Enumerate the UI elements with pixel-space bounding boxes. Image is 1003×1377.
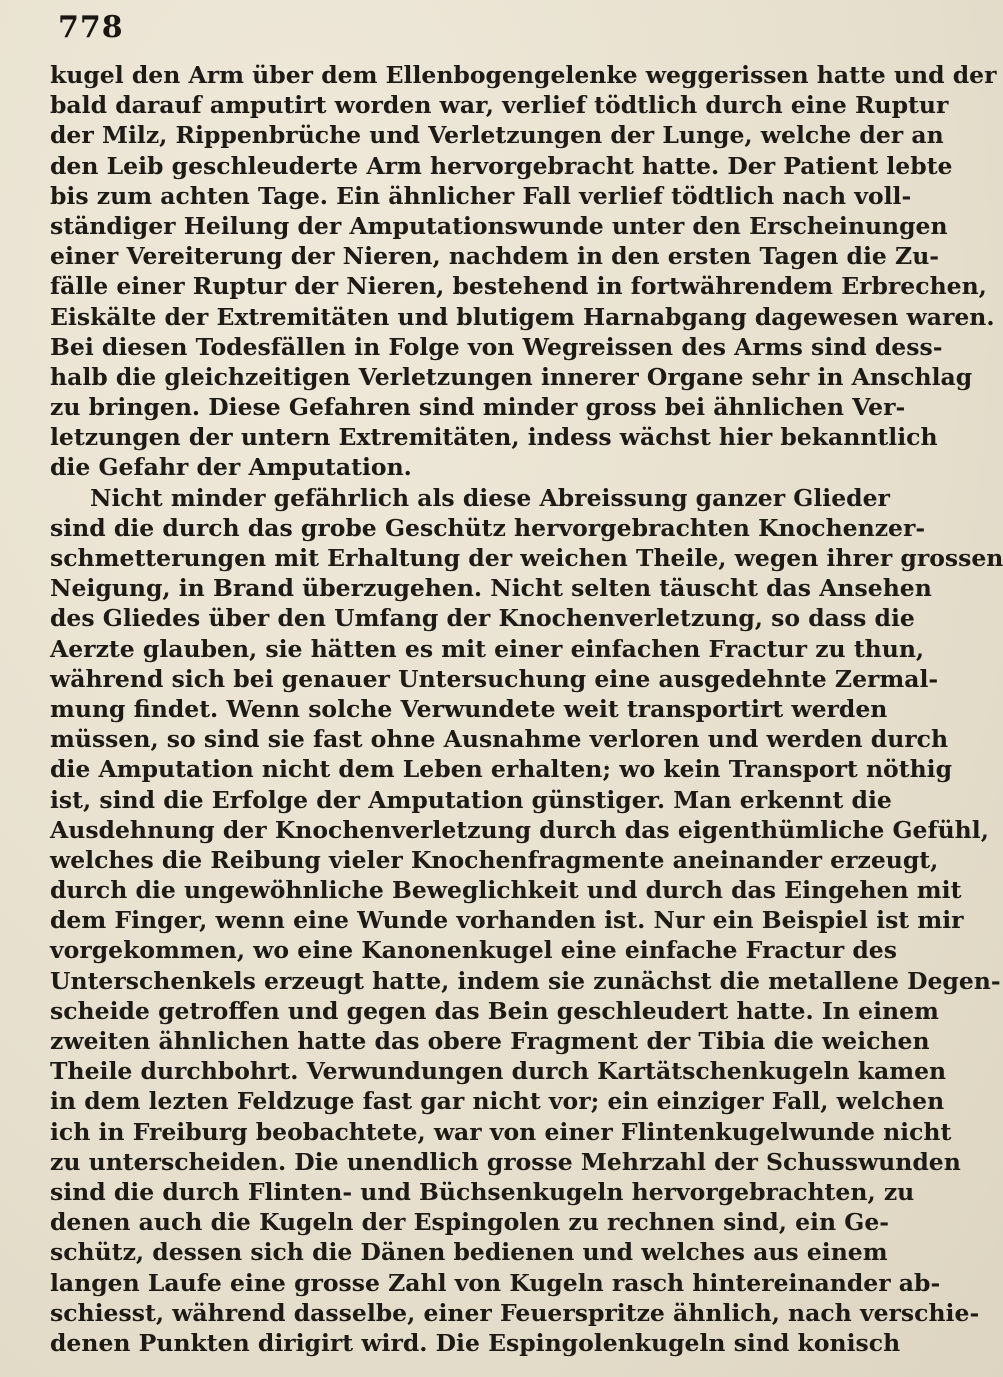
text-line: des Gliedes über den Umfang der Knochenverletzung, so dass die <box>50 604 915 633</box>
text-line: zweiten ähnlichen hatte das obere Fragment der Tibia die weichen <box>50 1027 930 1055</box>
text-line: zu unterscheiden. Die unendlich grosse Mehrzahl der Schusswunden <box>50 1147 961 1176</box>
text-line: während sich bei genauer Untersuchung eine ausgedehnte Zermal- <box>50 664 939 693</box>
text-line: Neigung, in Brand überzugehen. Nicht selten täuscht das Ansehen <box>50 574 932 603</box>
text-line: denen Punkten dirigirt wird. Die Espingolenkugeln sind konisch <box>50 1328 901 1357</box>
text-line: Theile durchbohrt. Verwundungen durch Kartätschenkugeln kamen <box>50 1057 947 1086</box>
text-line: letzungen der untern Extremitäten, indess wächst hier bekanntlich <box>50 423 938 452</box>
body-text <box>50 60 1003 1358</box>
text-line: zu bringen. Diese Gefahren sind minder gross bei ähnlichen Ver- <box>50 393 906 422</box>
text-line: kugel den Arm über dem Ellenbogengelenke weggerissen hatte und der <box>50 61 997 89</box>
text-line: ich in Freiburg beobachtete, war von einer Flintenkugelwunde nicht <box>50 1117 952 1146</box>
text-line: vorgekommen, wo eine Kanonenkugel eine einfache Fractur des <box>50 936 897 965</box>
text-line: in dem lezten Feldzuge fast gar nicht vor; ein einziger Fall, welchen <box>50 1087 945 1116</box>
text-line: einer Vereiterung der Nieren, nachdem in den ersten Tagen die Zu- <box>50 242 940 271</box>
text-line: müssen, so sind sie fast ohne Ausnahme verloren und werden durch <box>50 725 949 754</box>
text-line: halb die gleichzeitigen Verletzungen innerer Organe sehr in Anschlag <box>50 362 973 391</box>
text-line: bis zum achten Tage. Ein ähnlicher Fall verlief tödtlich nach voll- <box>50 181 912 210</box>
text-line: durch die ungewöhnliche Beweglichkeit und durch das Eingehen mit <box>50 876 962 905</box>
text-line: schiesst, während dasselbe, einer Feuerspritze ähnlich, nach verschie- <box>50 1298 980 1327</box>
text-line: ist, sind die Erfolge der Amputation günstiger. Man erkennt die <box>50 785 892 814</box>
paragraph-start-line: Nicht minder gefährlich als diese Abreissung ganzer Glieder <box>90 483 890 512</box>
text-line: Ausdehnung der Knochenverletzung durch das eigenthümliche Gefühl, <box>50 815 989 844</box>
text-line: Eiskälte der Extremitäten und blutigem Harnabgang dagewesen waren. <box>50 302 995 331</box>
text-line: denen auch die Kugeln der Espingolen zu rechnen sind, ein Ge- <box>50 1208 890 1237</box>
text-line: sind die durch Flinten- und Büchsenkugeln hervorgebrachten, zu <box>50 1177 915 1206</box>
text-line: langen Laufe eine grosse Zahl von Kugeln rasch hintereinander ab- <box>50 1268 941 1297</box>
text-line: den Leib geschleuderte Arm hervorgebracht hatte. Der Patient lebte <box>50 151 953 180</box>
text-line: sind die durch das grobe Geschütz hervorgebrachten Knochenzer- <box>50 513 926 542</box>
text-line: Aerzte glauben, sie hätten es mit einer einfachen Fractur zu thun, <box>50 634 925 663</box>
text-line: bald darauf amputirt worden war, verlief tödtlich durch eine Ruptur <box>50 91 949 120</box>
text-line: schmetterungen mit Erhaltung der weichen Theile, wegen ihrer grossen <box>50 544 1003 572</box>
text-line: mung findet. Wenn solche Verwundete weit transportirt werden <box>50 694 888 723</box>
page-number: 778 <box>58 10 124 45</box>
text-line: Unterschenkels erzeugt hatte, indem sie zunächst die metallene Degen- <box>50 966 1001 995</box>
text-line: die Amputation nicht dem Leben erhalten; wo kein Transport nöthig <box>50 755 953 784</box>
text-line: ständiger Heilung der Amputationswunde unter den Erscheinungen <box>50 211 948 240</box>
text-line: scheide getroffen und gegen das Bein geschleudert hatte. In einem <box>50 996 939 1025</box>
text-line: schütz, dessen sich die Dänen bedienen und welches aus einem <box>50 1238 888 1267</box>
paragraph-end-line: die Gefahr der Amputation. <box>50 453 412 482</box>
text-line: Bei diesen Todesfällen in Folge von Wegreissen des Arms sind dess- <box>50 332 943 361</box>
text-line: der Milz, Rippenbrüche und Verletzungen der Lunge, welche der an <box>50 121 944 150</box>
text-line: dem Finger, wenn eine Wunde vorhanden ist. Nur ein Beispiel ist mir <box>50 906 964 935</box>
text-line: welches die Reibung vieler Knochenfragmente aneinander erzeugt, <box>50 845 939 874</box>
text-line: fälle einer Ruptur der Nieren, bestehend in fortwährendem Erbrechen, <box>50 272 987 301</box>
